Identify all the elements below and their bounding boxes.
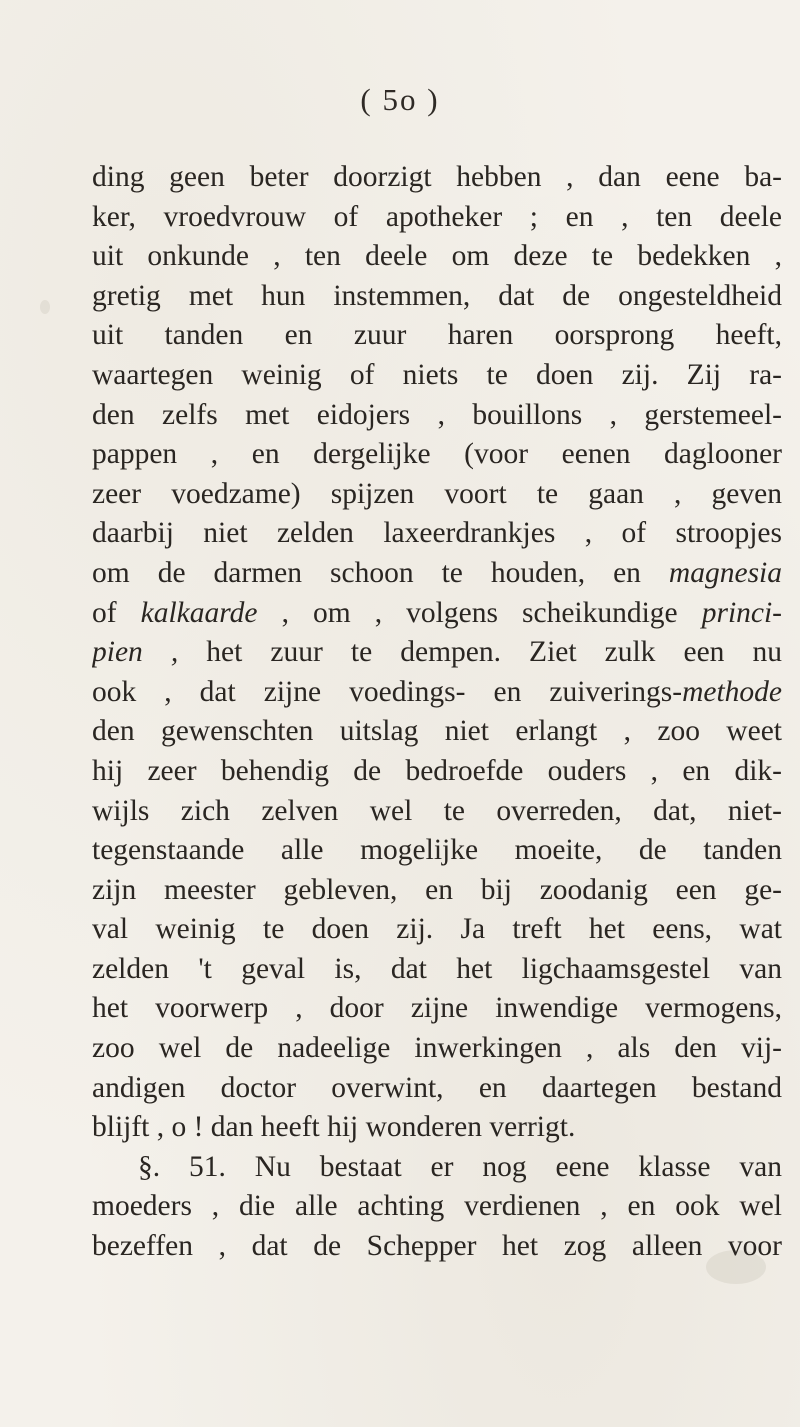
text-line: het voorwerp , door zijne inwendige vermogens, (92, 992, 782, 1025)
text-line: waartegen weinig of niets te doen zij. Zij ra- (92, 358, 782, 391)
text-line: zijn meester gebleven, en bij zoodanig een ge- (92, 873, 782, 906)
italic-term-pien: pien , (92, 636, 179, 669)
text-line: gretig met hun instemmen, dat de ongesteldheid (92, 279, 782, 312)
text-line: tegenstaande alle mogelijke moeite, de tanden (92, 834, 782, 867)
text-line: andigen doctor overwint, en daartegen bestand (92, 1071, 782, 1104)
text-line: zeer voedzame) spijzen voort te gaan , geven (92, 477, 782, 510)
text-segment: ook , dat zijne voedings- en zuiverings- (92, 675, 683, 708)
text-segment: §. 51. Nu bestaat er nog eene klasse van (138, 1150, 782, 1183)
text-segment: of (92, 596, 141, 629)
text-line (92, 673, 782, 713)
text-segment: , om , volgens scheikundige (257, 596, 702, 629)
text-line: ker, vroedvrouw of apotheker ; en , ten deele (92, 200, 782, 233)
text-line: blijft , o ! dan heeft hij wonderen verrigt. (92, 1111, 576, 1144)
text-line: den zelfs met eidojers , bouillons , gerstemeel- (92, 398, 782, 431)
text-line (92, 633, 782, 673)
italic-term-princi: princi- (701, 596, 782, 629)
text-line: ding geen beter doorzigt hebben , dan eene ba- (92, 161, 782, 193)
text-line: val weinig te doen zij. Ja treft het eens, wat (92, 913, 782, 946)
text-line (92, 1148, 782, 1188)
page-number: ( 5o ) (360, 82, 440, 117)
text-line (92, 554, 782, 594)
text-line: bezeffen , dat de Schepper het zog alleen voor (92, 1230, 782, 1263)
italic-term-kalkaarde: kalkaarde (140, 596, 258, 629)
text-line: zelden 't geval is, dat het ligchaamsgestel van (92, 952, 782, 985)
italic-term-methode: methode (682, 675, 782, 708)
text-line: uit onkunde , ten deele om deze te bedekken , (92, 240, 782, 273)
text-line: pappen , en dergelijke (voor eenen daglooner (92, 438, 782, 471)
text-line (92, 594, 782, 634)
text-line: uit tanden en zuur haren oorsprong heeft, (92, 319, 782, 352)
italic-term-magnesia: magnesia (668, 556, 782, 589)
text-line: moeders , die alle achting verdienen , en ook wel (92, 1190, 782, 1223)
body-text (92, 158, 782, 1267)
text-line: daarbij niet zelden laxeerdrankjes , of stroopjes (92, 517, 782, 550)
paper-stain (40, 300, 50, 314)
text-segment: om de darmen schoon te houden, en (92, 556, 669, 589)
text-line: den gewenschten uitslag niet erlangt , zoo weet (92, 715, 782, 748)
text-line: wijls zich zelven wel te overreden, dat, niet- (92, 794, 782, 827)
text-line: zoo wel de nadeelige inwerkingen , als den vij- (92, 1032, 782, 1065)
text-line: hij zeer behendig de bedroefde ouders , en dik- (92, 754, 782, 787)
text-segment: het zuur te dempen. Ziet zulk een nu (178, 636, 782, 669)
